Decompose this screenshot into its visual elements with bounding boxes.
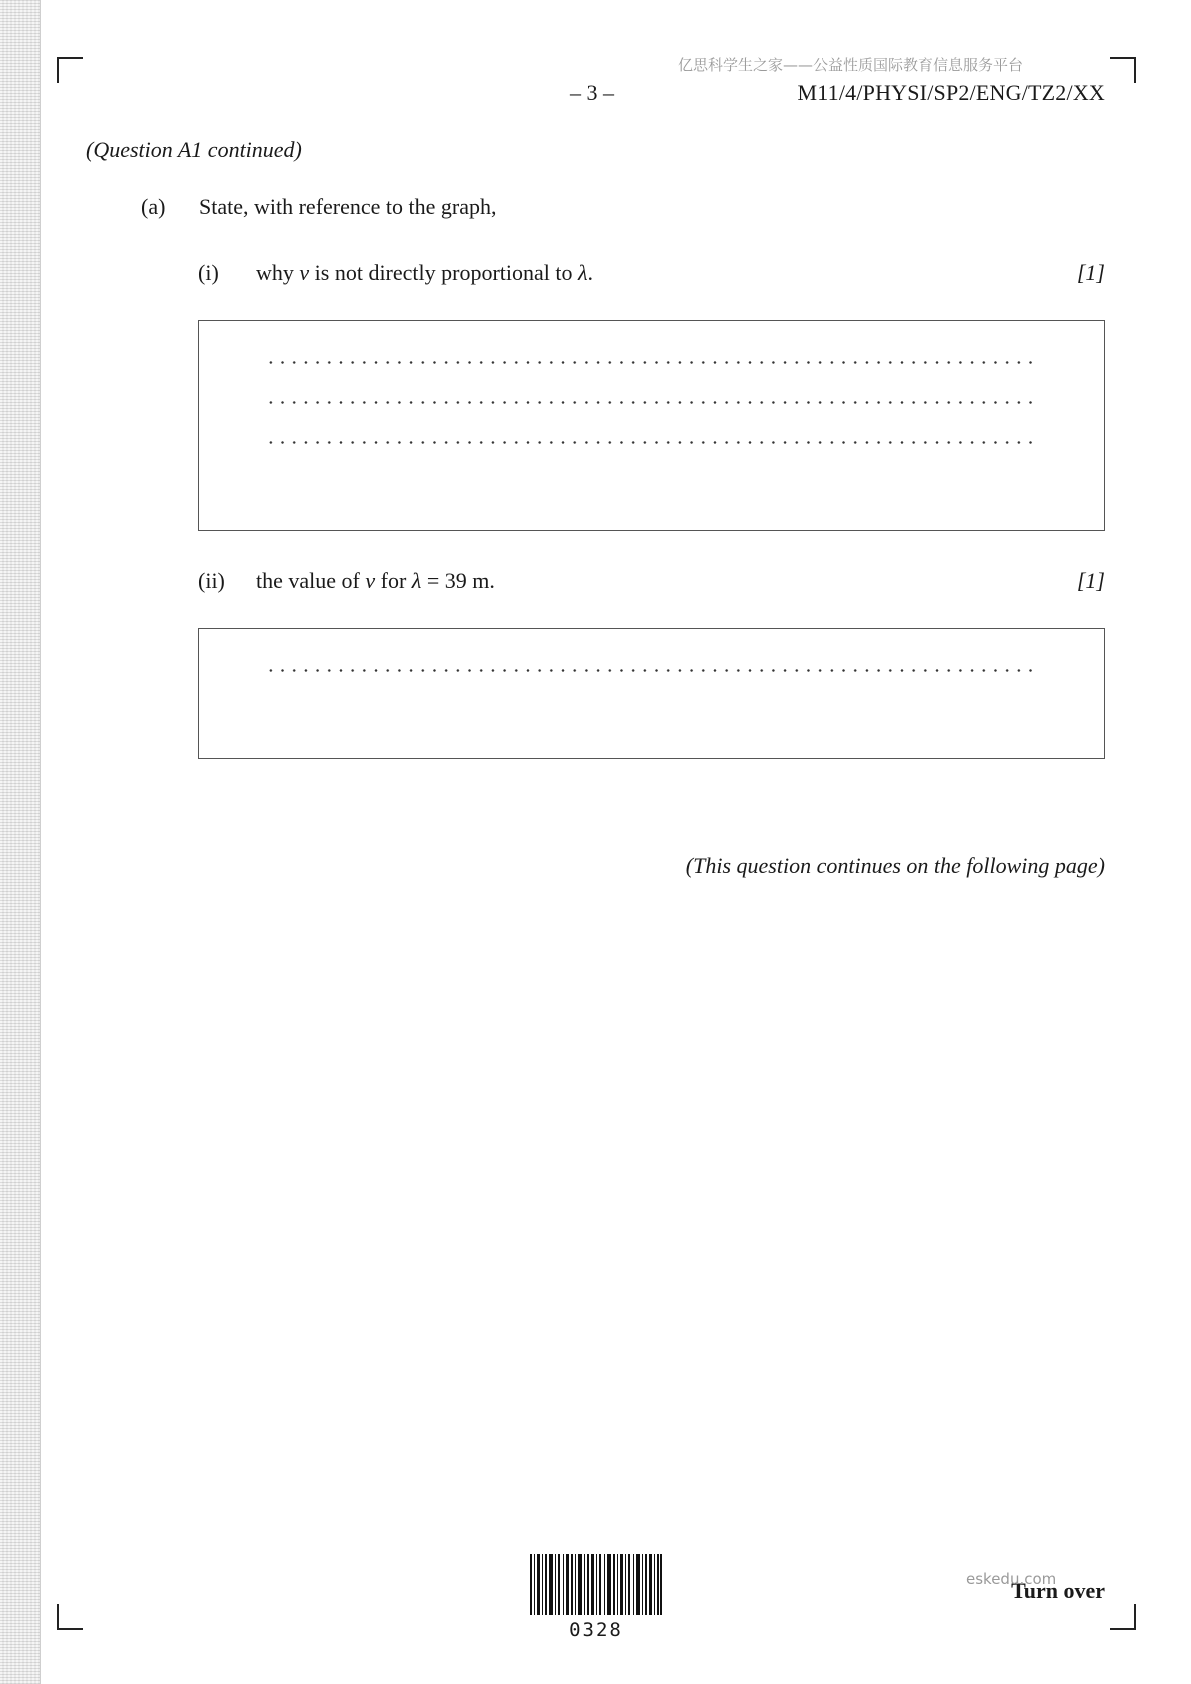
crop-mark-top-left: [57, 57, 83, 83]
sub-question-i-text: why v is not directly proportional to λ.: [256, 260, 594, 285]
continues-note: (This question continues on the following page): [685, 853, 1105, 878]
header-watermark: 亿思科学生之家——公益性质国际教育信息服务平台: [678, 56, 1024, 74]
answer-box-ii[interactable]: [198, 628, 1105, 759]
answer-line: [265, 441, 1039, 444]
turn-over-label: Turn over: [1011, 1578, 1105, 1603]
sub-question-i-label: (i): [198, 260, 219, 285]
crop-mark-top-right: [1110, 57, 1136, 83]
sub-question-ii-marks: [1]: [1076, 568, 1105, 593]
barcode: [530, 1554, 662, 1615]
crop-mark-bottom-left: [57, 1604, 83, 1630]
footer-watermark: eskedu.com: [966, 1570, 1057, 1588]
part-a-text: State, with reference to the graph,: [199, 194, 497, 219]
answer-line: [265, 669, 1039, 672]
sub-question-ii-label: (ii): [198, 568, 225, 593]
crop-mark-bottom-right: [1110, 1604, 1136, 1630]
part-a-label: (a): [141, 194, 166, 219]
page-number: – 3 –: [570, 80, 614, 105]
sub-question-ii-text: the value of v for λ = 39 m.: [256, 568, 495, 593]
barcode-number: 0328: [569, 1619, 623, 1641]
sub-question-i-marks: [1]: [1076, 260, 1105, 285]
answer-box-i[interactable]: [198, 320, 1105, 531]
paper-code: M11/4/PHYSI/SP2/ENG/TZ2/XX: [797, 80, 1105, 105]
continuation-heading: (Question A1 continued): [86, 137, 302, 162]
left-margin-strip: [0, 0, 41, 1684]
answer-line: [265, 361, 1039, 364]
answer-line: [265, 401, 1039, 404]
